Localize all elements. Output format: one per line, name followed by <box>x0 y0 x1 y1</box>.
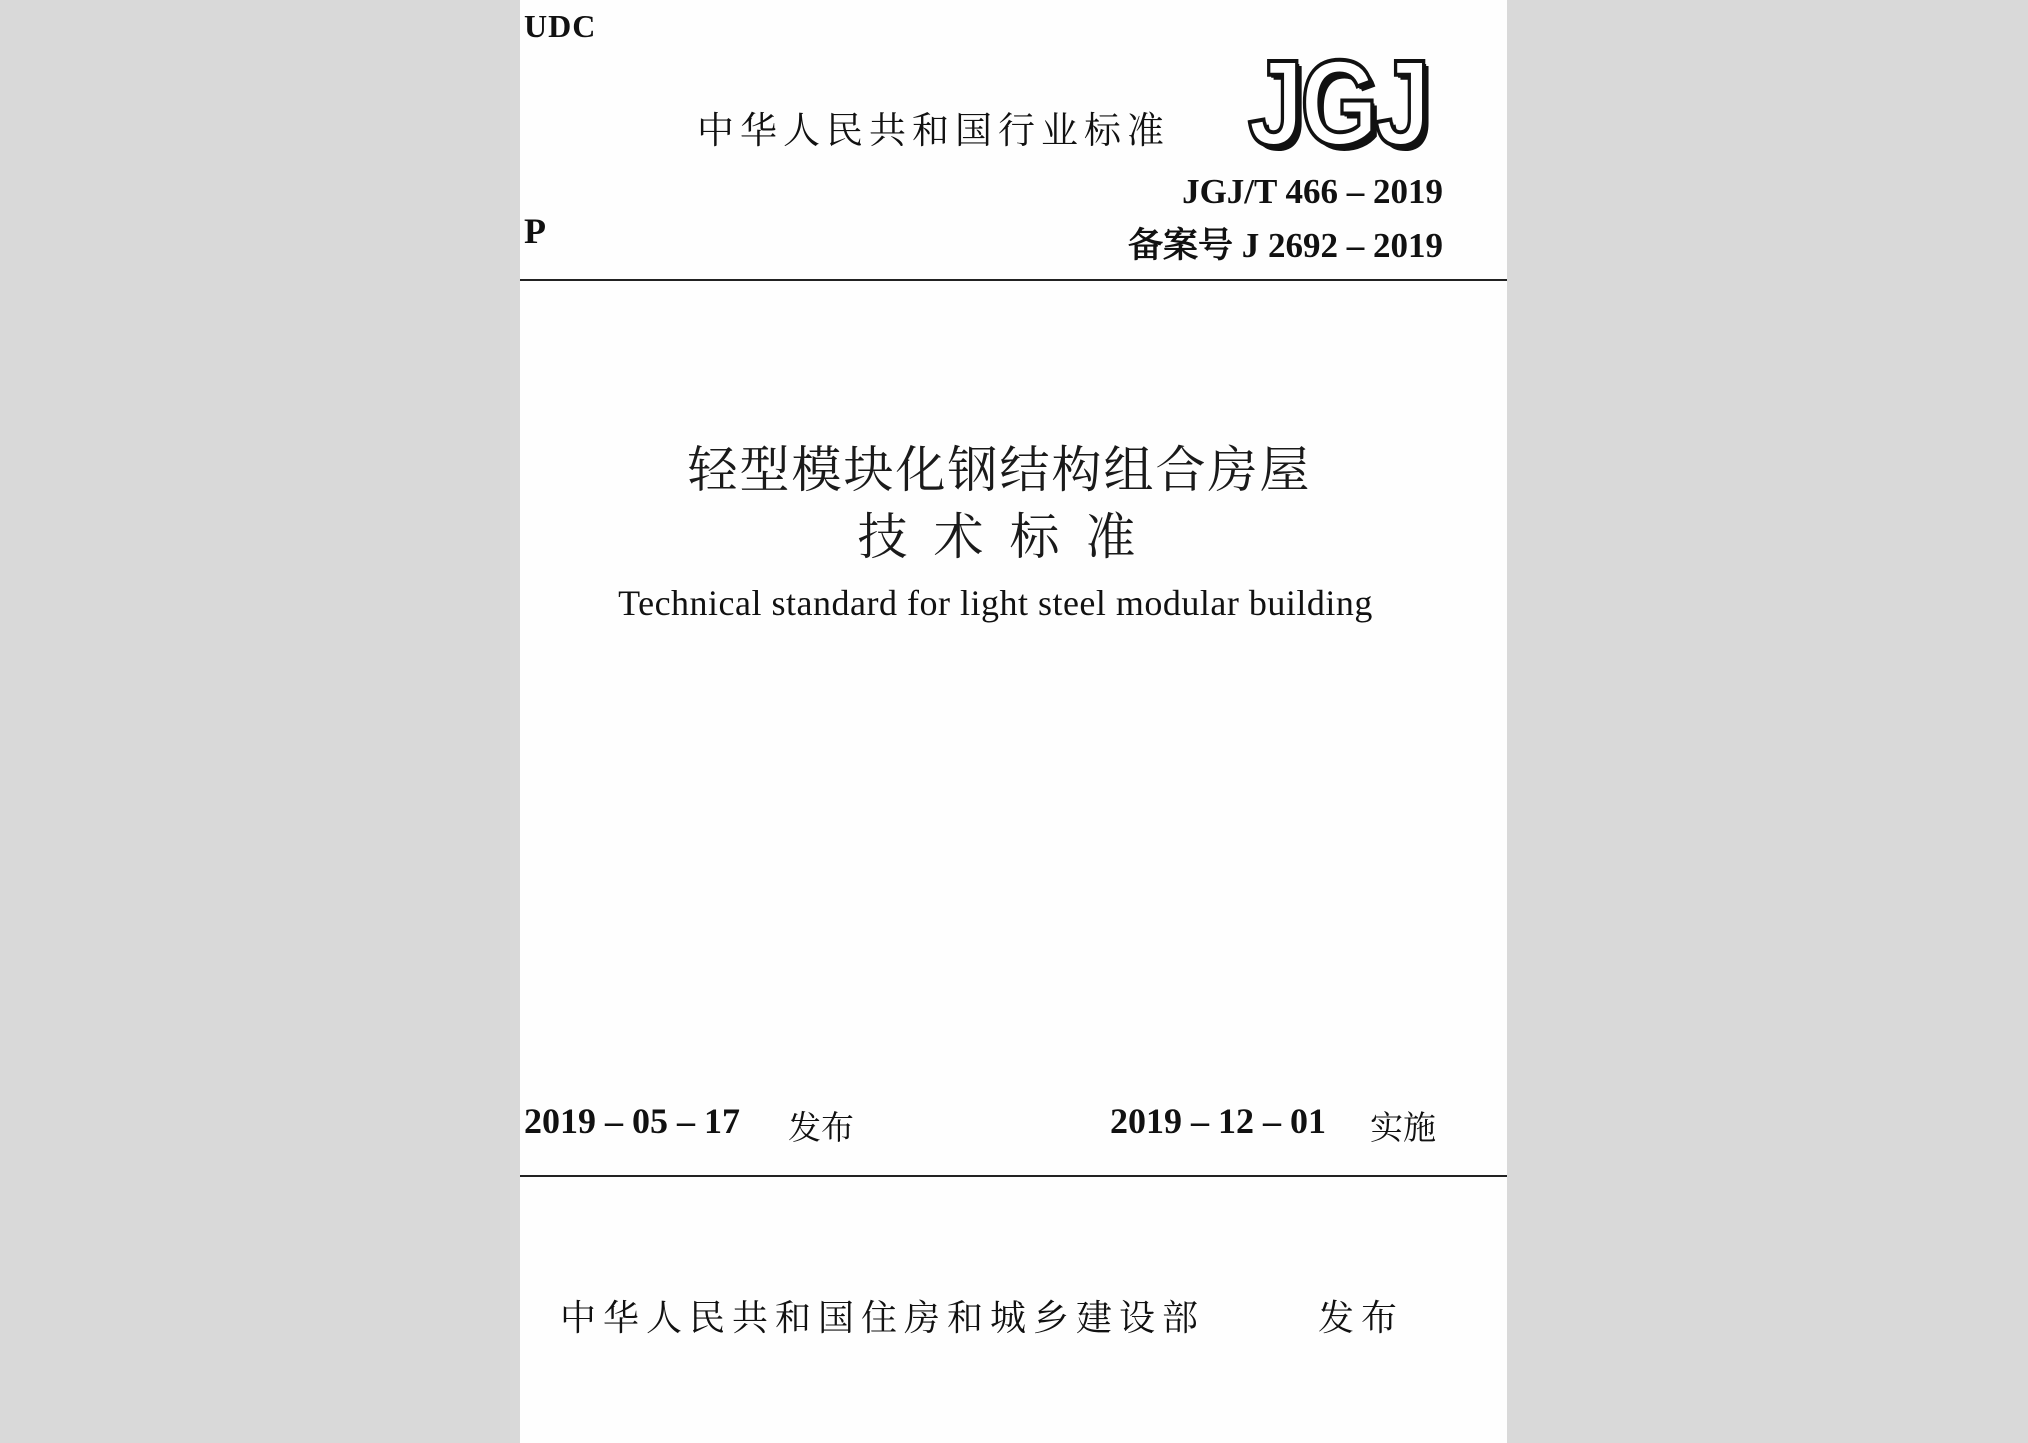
implementation-date: 2019 – 12 – 01 <box>1110 1101 1326 1141</box>
issue-date: 2019 – 05 – 17 <box>524 1101 740 1141</box>
industry-standard-heading: 中华人民共和国行业标准 <box>697 109 1170 152</box>
filing-number: 备案号 J 2692 – 2019 <box>1127 226 1443 265</box>
category-code: P <box>524 211 546 251</box>
issue-label: 发布 <box>788 1108 854 1147</box>
publisher-action: 发布 <box>1318 1298 1405 1339</box>
publisher-name: 中华人民共和国住房和城乡建设部 <box>560 1298 1206 1339</box>
title-chinese-line1: 轻型模块化钢结构组合房屋 <box>687 441 1312 499</box>
implementation-label: 实施 <box>1370 1108 1436 1147</box>
bottom-divider <box>520 1175 1507 1177</box>
standard-number: JGJ/T 466 – 2019 <box>1182 172 1443 211</box>
document-page <box>520 0 1507 1443</box>
top-divider <box>520 279 1507 281</box>
jgj-logo: JGJ <box>1248 35 1428 171</box>
title-chinese-line2: 技术标准 <box>857 508 1162 566</box>
udc-label: UDC <box>524 8 597 44</box>
title-english: Technical standard for light steel modular building <box>618 583 1373 623</box>
